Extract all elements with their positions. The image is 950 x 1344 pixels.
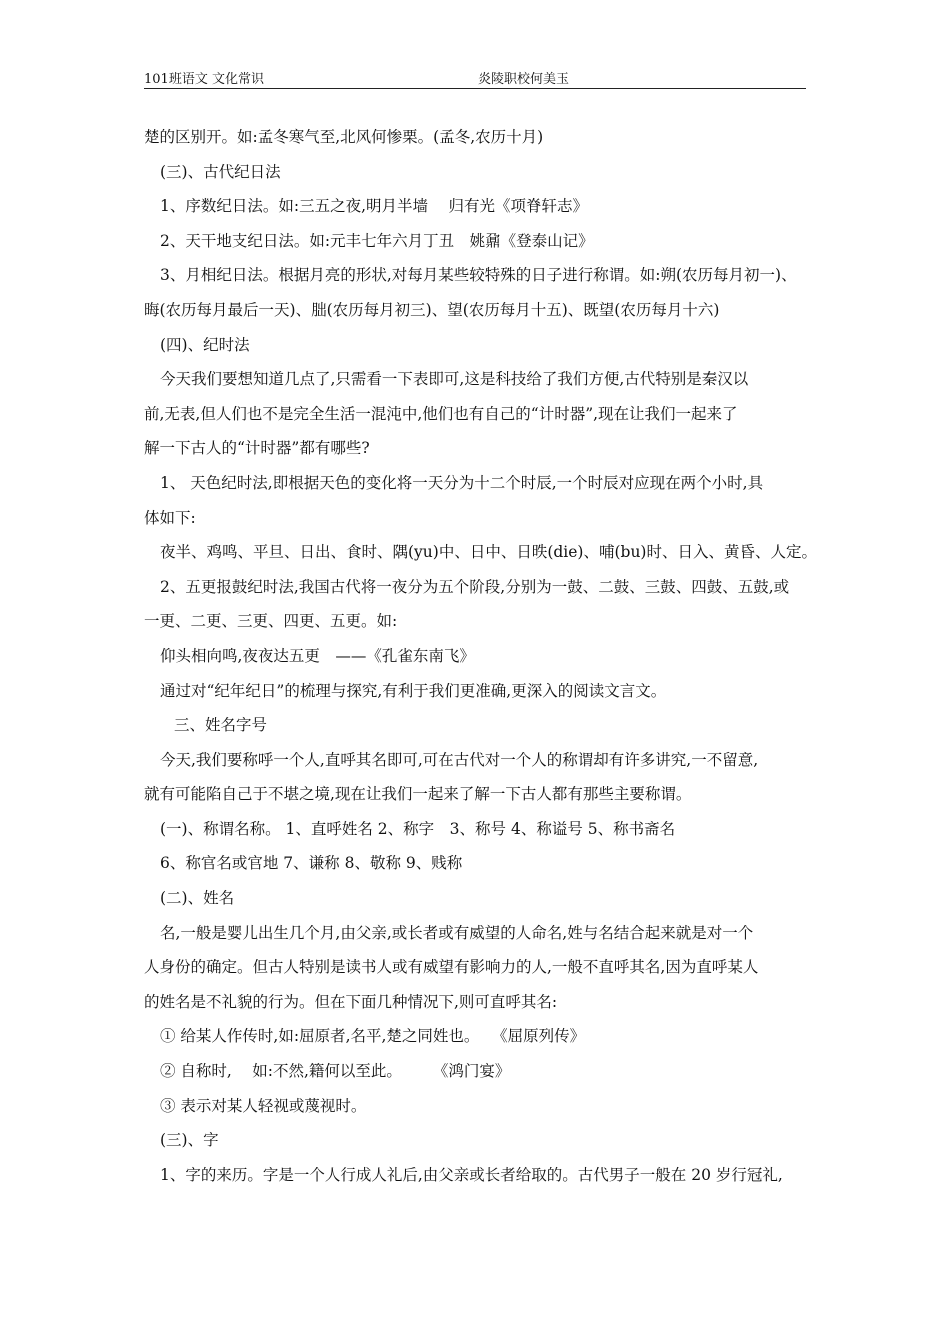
header-course: 101班语文 文化常识 bbox=[144, 72, 264, 87]
text-line: 名,一般是婴儿出生几个月,由父亲,或长者或有威望的人命名,姓与名结合起来就是对一个 bbox=[160, 923, 754, 942]
text-line: 就有可能陷自己于不堪之境,现在让我们一起来了解一下古人都有那些主要称谓。 bbox=[144, 785, 692, 804]
section-heading: (三)、字 bbox=[160, 1131, 219, 1150]
section-heading: 三、姓名字号 bbox=[174, 716, 268, 735]
text-line: 晦(农历每月最后一天)、朏(农历每月初三)、望(农历每月十五)、既望(农历每月十六) bbox=[144, 300, 720, 319]
document-body bbox=[144, 120, 817, 1192]
section-heading: (三)、古代纪日法 bbox=[160, 162, 281, 181]
text-line: 人身份的确定。但古人特别是读书人或有威望有影响力的人,一般不直呼其名,因为直呼某人 bbox=[144, 958, 759, 977]
text-line: 前,无表,但人们也不是完全生活一混沌中,他们也有自己的“计时器”,现在让我们一起来了 bbox=[144, 404, 738, 423]
section-heading: (二)、姓名 bbox=[160, 889, 235, 908]
page-header bbox=[144, 66, 806, 89]
text-line: 1、序数纪日法。如:三五之夜,明月半墙 归有光《项脊轩志》 bbox=[160, 197, 588, 216]
text-line: 一更、二更、三更、四更、五更。如: bbox=[144, 612, 398, 631]
text-line: 解一下古人的“计时器”都有哪些? bbox=[144, 439, 370, 458]
text-line: 通过对“纪年纪日”的梳理与探究,有利于我们更准确,更深入的阅读文言文。 bbox=[160, 681, 667, 700]
list-item: ① 给某人作传时,如:屈原者,名平,楚之同姓也。 《屈原列传》 bbox=[160, 1027, 586, 1046]
text-line: 今天我们要想知道几点了,只需看一下表即可,这是科技给了我们方便,古代特别是秦汉以 bbox=[160, 370, 749, 389]
text-line: (一)、称谓名称。 1、直呼姓名 2、称字 3、称号 4、称谥号 5、称书斋名 bbox=[160, 819, 676, 838]
text-line: 体如下: bbox=[144, 508, 196, 527]
text-line: 3、月相纪日法。根据月亮的形状,对每月某些较特殊的日子进行称谓。如:朔(农历每月初一)、 bbox=[160, 266, 797, 285]
text-line: 仰头相向鸣,夜夜达五更 ——《孔雀东南飞》 bbox=[160, 646, 475, 665]
text-line: 的姓名是不礼貌的行为。但在下面几种情况下,则可直呼其名: bbox=[144, 992, 558, 1011]
section-heading: (四)、纪时法 bbox=[160, 335, 250, 354]
text-line: 2、五更报鼓纪时法,我国古代将一夜分为五个阶段,分别为一鼓、二鼓、三鼓、四鼓、五鼓,或 bbox=[160, 577, 790, 596]
text-line: 今天,我们要称呼一个人,直呼其名即可,可在古代对一个人的称谓却有许多讲究,一不留意, bbox=[160, 750, 759, 769]
text-line: 1、字的来历。字是一个人行成人礼后,由父亲或长者给取的。古代男子一般在 20 岁行冠礼, bbox=[160, 1165, 783, 1184]
list-item: ③ 表示对某人轻视或蔑视时。 bbox=[160, 1096, 367, 1115]
header-author: 炎陵职校何美玉 bbox=[478, 72, 570, 87]
text-line: 6、称官名或官地 7、谦称 8、敬称 9、贱称 bbox=[160, 854, 463, 873]
text-line: 2、天干地支纪日法。如:元丰七年六月丁丑 姚鼐《登泰山记》 bbox=[160, 231, 594, 250]
text-line: 楚的区别开。如:孟冬寒气至,北风何惨栗。(孟冬,农历十月) bbox=[144, 128, 544, 146]
text-line: 1、 天色纪时法,即根据天色的变化将一天分为十二个时辰,一个时辰对应现在两个小时,具 bbox=[160, 473, 764, 492]
text-line: 夜半、鸡鸣、平旦、日出、食时、隅(yu)中、日中、日昳(die)、哺(bu)时、日入、黄昏、人定。 bbox=[160, 543, 817, 562]
list-item: ② 自称时, 如:不然,籍何以至此。 《鸿门宴》 bbox=[160, 1062, 511, 1081]
